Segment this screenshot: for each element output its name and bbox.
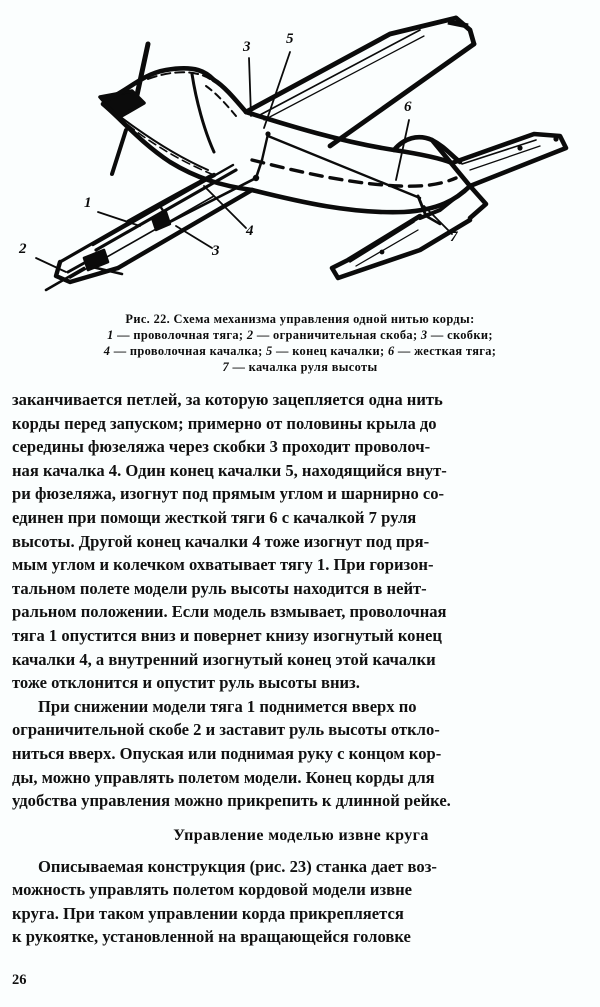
- text-line: ограничительной скобе 2 и заставит руль высоты откло-: [12, 720, 440, 740]
- figure-callout-2: 2: [19, 241, 27, 257]
- figure-caption: [0, 312, 600, 375]
- text-line: можность управлять полетом кордовой модели извне: [12, 880, 413, 900]
- text-line: тальном полете модели руль высоты находится в нейт-: [12, 578, 427, 598]
- figure-callout-6: 6: [404, 99, 412, 115]
- figure-callout-3-lower: 3: [212, 243, 220, 259]
- caption-legend-line-1: [14, 328, 586, 343]
- text-line: заканчивается петлей, за которую зацепляется одна нить: [12, 390, 443, 409]
- text-line: ниться вверх. Опуская или поднимая руку с концом кор-: [12, 743, 442, 763]
- text-line: тяга 1 опустится вниз и повернет книзу изогнутый конец: [12, 625, 442, 645]
- caption-item-1-number: 1: [107, 328, 114, 342]
- caption-item-6-number: 6: [387, 344, 395, 358]
- text-line: высоты. Другой конец качалки 4 тоже изогнут под пря-: [12, 531, 430, 551]
- caption-item-3-number: 3: [420, 328, 428, 342]
- text-line: корды перед запуском; примерно от половины крыла до: [12, 413, 437, 433]
- body-text: [0, 388, 600, 949]
- page-number: 26: [12, 972, 27, 988]
- airplane-line-drawing: [0, 0, 600, 312]
- section-heading: Управление моделью извне круга: [173, 826, 429, 844]
- text-line-indented: [12, 695, 590, 719]
- caption-item-2-number: 2: [246, 328, 254, 342]
- caption-item-5-text: — конец качалки;: [272, 344, 388, 358]
- text-line: ная качалка 4. Один конец качалки 5, находящийся внут-: [12, 460, 447, 480]
- figure-callout-3-upper: 3: [243, 39, 251, 55]
- caption-item-4-number: 4: [103, 344, 111, 358]
- caption-legend-line-2: [14, 344, 586, 359]
- figure-callout-1: 1: [84, 195, 92, 211]
- text-line: При снижении модели тяга 1 поднимется вверх по: [38, 696, 417, 716]
- figure-22-control-mechanism: [0, 0, 600, 312]
- figure-callout-5: 5: [286, 31, 294, 47]
- caption-title: Рис. 22. Схема механизма управления одной нитью корды:: [125, 312, 475, 326]
- paragraph-3: [12, 855, 590, 949]
- paragraph-1: [12, 388, 590, 695]
- caption-legend-line-3: [14, 360, 586, 375]
- text-line: тоже отклонится и опустит руль высоты вниз.: [12, 673, 360, 693]
- figure-callout-7: 7: [450, 229, 458, 245]
- caption-item-1-text: — проволочная тяга;: [113, 328, 247, 342]
- text-line: качалки 4, а внутренний изогнутый конец этой качалки: [12, 649, 436, 669]
- text-line: ды, можно управлять полетом модели. Конец корды для: [12, 767, 435, 787]
- figure-callout-4: 4: [246, 223, 254, 239]
- text-line: удобства управления можно прикрепить к длинной рейке.: [12, 791, 451, 811]
- text-line: единен при помощи жесткой тяги 6 с качалкой 7 руля: [12, 507, 417, 527]
- caption-item-6-text: — жесткая тяга;: [394, 344, 497, 358]
- text-line: ри фюзеляжа, изогнут под прямым углом и шарнирно со-: [12, 484, 445, 504]
- caption-item-5-number: 5: [266, 344, 273, 358]
- text-line-indented: [12, 855, 590, 879]
- caption-item-7-number: 7: [222, 360, 230, 374]
- text-line: середины фюзеляжа через скобки 3 проходит проволоч-: [12, 437, 431, 457]
- caption-item-7-text: — качалка руля высоты: [229, 360, 378, 374]
- text-line: Описываемая конструкция (рис. 23) станка дает воз-: [38, 856, 437, 876]
- caption-item-4-text: — проволочная качалка;: [110, 344, 267, 358]
- text-line: ральном положении. Если модель взмывает, проволочная: [12, 602, 447, 622]
- text-line: круга. При таком управлении корда прикрепляется: [12, 903, 404, 923]
- caption-item-2-text: — ограничительная скоба;: [253, 328, 421, 342]
- paragraph-2: [12, 695, 590, 813]
- caption-item-3-text: — скобки;: [427, 328, 493, 342]
- text-line: мым углом и колечком охватывает тягу 1. При горизон-: [12, 555, 434, 575]
- text-line: к рукоятке, установленной на вращающейся головке: [12, 927, 411, 947]
